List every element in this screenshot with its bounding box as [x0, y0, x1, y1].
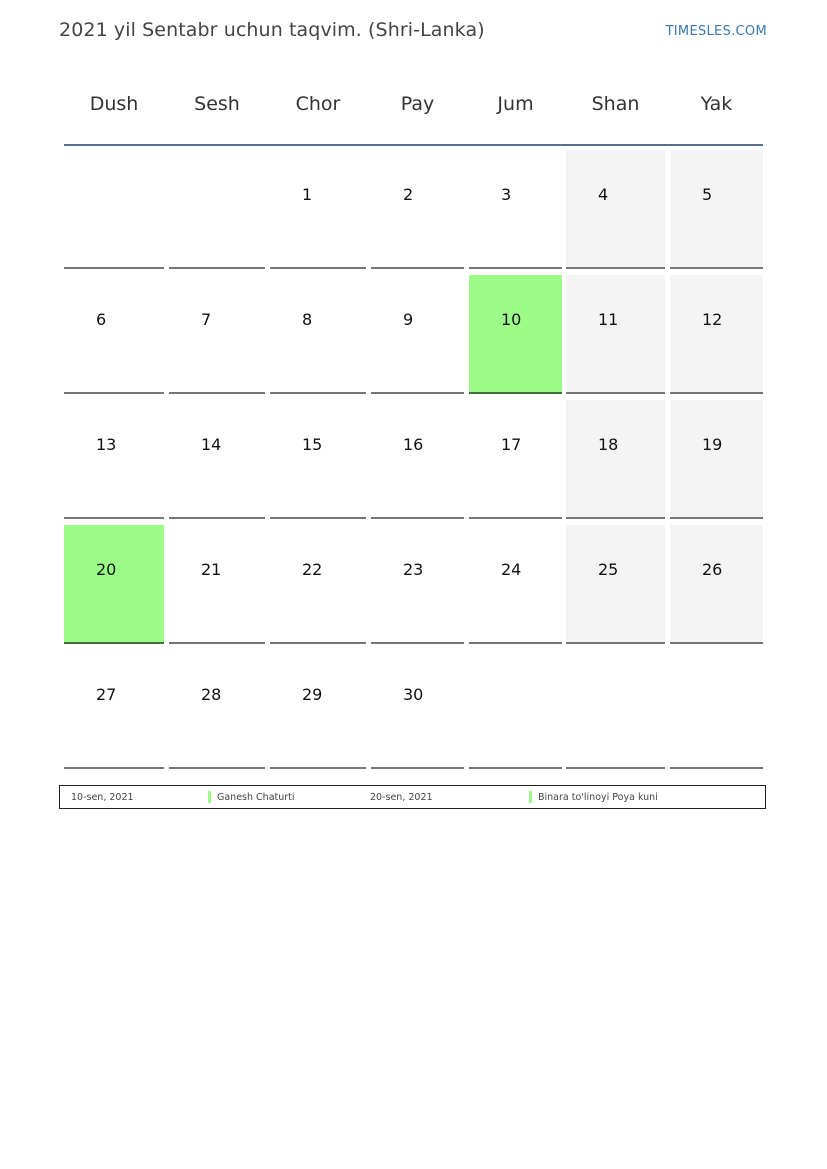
day-number: 18: [598, 435, 619, 454]
day-number: 20: [96, 560, 117, 579]
calendar-day-cell[interactable]: [169, 400, 265, 519]
calendar-day-cell[interactable]: [270, 525, 366, 644]
day-number: 12: [702, 310, 723, 329]
weekday-sunday: Yak: [700, 93, 733, 115]
day-number: 17: [501, 435, 522, 454]
legend-color-swatch-1: [208, 791, 211, 803]
weekday-saturday: Shan: [591, 93, 640, 115]
calendar-day-cell[interactable]: [469, 150, 562, 269]
weekday-tuesday: Sesh: [194, 93, 240, 115]
calendar-day-cell[interactable]: [371, 400, 464, 519]
calendar-day-cell[interactable]: [371, 150, 464, 269]
day-number: 26: [702, 560, 723, 579]
calendar-day-cell[interactable]: [469, 275, 562, 394]
legend-date-1: 10-sen, 2021: [71, 792, 134, 803]
calendar-day-cell[interactable]: [566, 400, 665, 519]
day-number: 19: [702, 435, 723, 454]
legend-holiday-name-1: Ganesh Chaturti: [217, 792, 295, 803]
calendar-day-cell[interactable]: [169, 275, 265, 394]
legend-date-2: 20-sen, 2021: [370, 792, 433, 803]
day-number: 15: [302, 435, 323, 454]
calendar-day-cell[interactable]: [469, 525, 562, 644]
day-number: 11: [598, 310, 619, 329]
day-number: 28: [201, 685, 222, 704]
day-number: 4: [598, 185, 609, 204]
day-number: 14: [201, 435, 222, 454]
calendar-day-cell[interactable]: [270, 275, 366, 394]
weekday-wednesday: Chor: [295, 93, 341, 115]
day-number: 6: [96, 310, 107, 329]
day-number: 2: [403, 185, 414, 204]
day-number: 23: [403, 560, 424, 579]
legend-holiday-name-2: Binara to'linoyi Poya kuni: [538, 792, 658, 803]
day-number: 27: [96, 685, 117, 704]
day-number: 5: [702, 185, 713, 204]
day-number: 1: [302, 185, 313, 204]
calendar-day-cell[interactable]: [566, 525, 665, 644]
day-number: 7: [201, 310, 212, 329]
calendar-day-cell: [670, 650, 763, 769]
legend-color-swatch-2: [529, 791, 532, 803]
calendar-day-cell[interactable]: [670, 525, 763, 644]
calendar-day-cell[interactable]: [169, 650, 265, 769]
day-number: 8: [302, 310, 313, 329]
day-number: 21: [201, 560, 222, 579]
weekday-monday: Dush: [89, 93, 139, 115]
calendar-day-cell[interactable]: [371, 525, 464, 644]
calendar-day-cell: [64, 150, 164, 269]
weekday-header: [64, 62, 763, 146]
day-number: 30: [403, 685, 424, 704]
calendar-day-cell: [566, 650, 665, 769]
calendar-day-cell: [169, 150, 265, 269]
day-number: 29: [302, 685, 323, 704]
calendar-day-cell[interactable]: [64, 650, 164, 769]
brand-link[interactable]: TIMESLES.COM: [665, 24, 767, 39]
day-number: 22: [302, 560, 323, 579]
calendar-day-cell[interactable]: [469, 400, 562, 519]
page-title: 2021 yil Sentabr uchun taqvim. (Shri-Lanka): [59, 19, 485, 41]
weekday-friday: Jum: [497, 93, 534, 115]
calendar-day-cell[interactable]: [566, 275, 665, 394]
calendar-grid: [64, 62, 763, 704]
day-number: 3: [501, 185, 512, 204]
calendar-day-cell[interactable]: [270, 650, 366, 769]
day-number: 24: [501, 560, 522, 579]
day-number: 10: [501, 310, 522, 329]
calendar-day-cell[interactable]: [64, 275, 164, 394]
day-number: 9: [403, 310, 414, 329]
calendar-day-cell[interactable]: [371, 650, 464, 769]
calendar-day-cell[interactable]: [670, 275, 763, 394]
calendar-day-cell[interactable]: [169, 525, 265, 644]
calendar-day-cell[interactable]: [270, 400, 366, 519]
calendar-day-cell[interactable]: [670, 400, 763, 519]
holiday-legend: [59, 785, 766, 809]
calendar-day-cell[interactable]: [270, 150, 366, 269]
calendar-day-cell[interactable]: [371, 275, 464, 394]
calendar-day-cell[interactable]: [566, 150, 665, 269]
day-number: 16: [403, 435, 424, 454]
calendar-day-cell: [469, 650, 562, 769]
weekday-thursday: Pay: [400, 93, 435, 115]
calendar-day-cell[interactable]: [670, 150, 763, 269]
calendar-day-cell[interactable]: [64, 525, 164, 644]
day-number: 25: [598, 560, 619, 579]
day-number: 13: [96, 435, 117, 454]
calendar-day-cell[interactable]: [64, 400, 164, 519]
